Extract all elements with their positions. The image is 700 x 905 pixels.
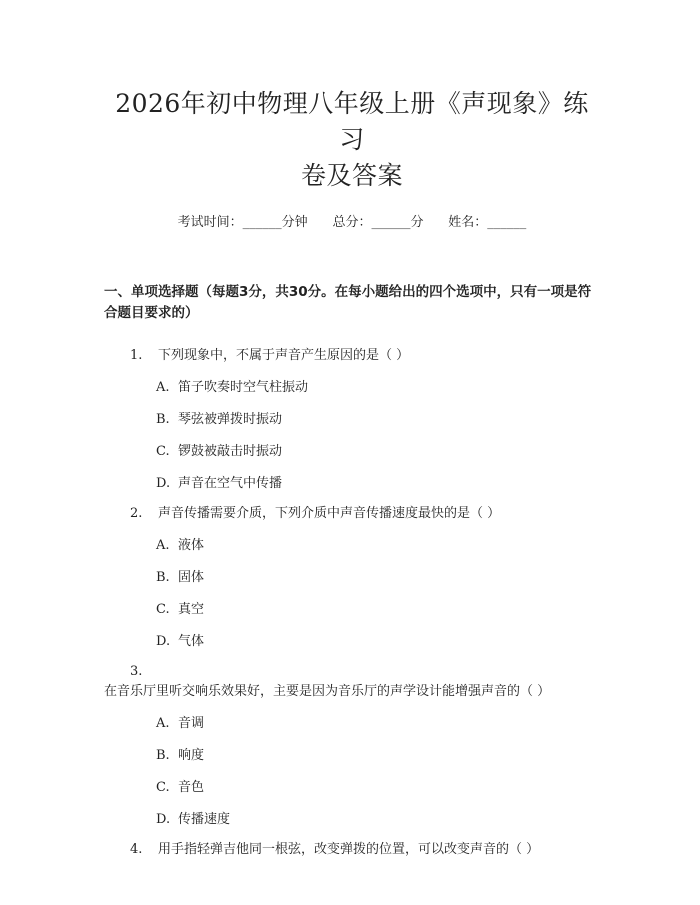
exam-meta <box>104 214 600 232</box>
question-number: 1. <box>130 348 143 363</box>
question-4 <box>104 840 600 860</box>
total-score: 总分：______分 <box>332 215 424 230</box>
option-d: D. 传播速度 <box>156 812 231 827</box>
question-number: 2. <box>130 506 143 521</box>
question-number: 4. <box>130 842 143 857</box>
question-stem: 用手指轻弹吉他同一根弦，改变弹拨的位置，可以改变声音的（ ） <box>158 842 540 857</box>
question-2 <box>104 504 600 658</box>
exam-time: 考试时间：______分钟 <box>177 215 308 230</box>
option-a: A. 音调 <box>156 716 205 731</box>
question-3 <box>104 662 600 836</box>
option-c: C. 音色 <box>156 780 205 795</box>
option-d: D. 气体 <box>156 634 205 649</box>
title-line-2: 卷及答案 <box>300 161 403 190</box>
student-name: 姓名：______ <box>448 215 527 230</box>
question-1 <box>104 346 600 500</box>
option-d: D. 声音在空气中传播 <box>156 476 283 491</box>
document-title <box>104 0 600 194</box>
option-a: A. 液体 <box>156 538 205 553</box>
option-b: B. 琴弦被弹拨时振动 <box>156 412 283 427</box>
question-number: 3. <box>130 664 143 679</box>
option-c: C. 真空 <box>156 602 205 617</box>
section-heading-1: 一、单项选择题（每题3分，共30分。在每小题给出的四个选项中，只有一项是符合题目要求的） <box>104 284 592 321</box>
question-stem: 在音乐厅里听交响乐效果好，主要是因为音乐厅的声学设计能增强声音的（ ） <box>104 684 551 699</box>
question-stem: 下列现象中，不属于声音产生原因的是（ ） <box>158 348 410 363</box>
question-stem: 声音传播需要介质，下列介质中声音传播速度最快的是（ ） <box>158 506 501 521</box>
option-b: B. 响度 <box>156 748 205 763</box>
title-line-1: 2026年初中物理八年级上册《声现象》练习 <box>115 89 589 154</box>
option-c: C. 锣鼓被敲击时振动 <box>156 444 283 459</box>
option-b: B. 固体 <box>156 570 205 585</box>
option-a: A. 笛子吹奏时空气柱振动 <box>156 380 309 395</box>
